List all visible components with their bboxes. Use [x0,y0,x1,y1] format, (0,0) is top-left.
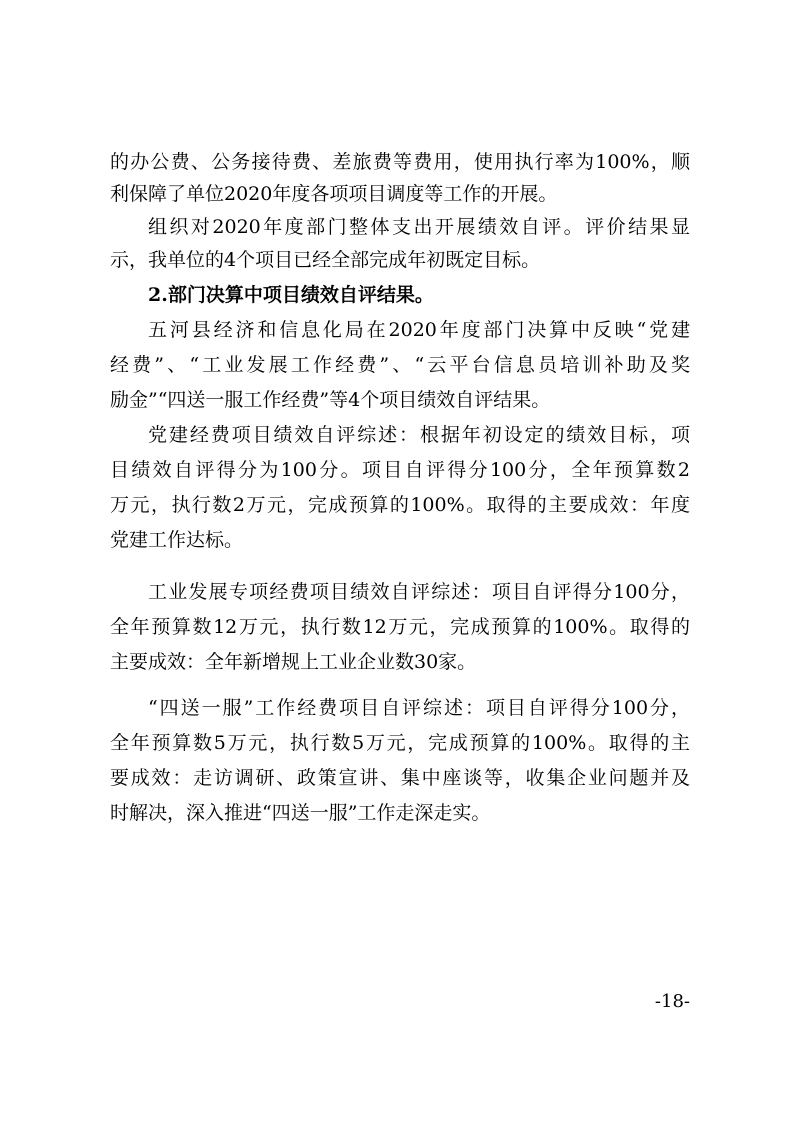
paragraph-line: 要成效：走访调研、政策宣讲、集中座谈等，收集企业问题并及 [110,767,690,789]
paragraph-line: “四送一服”工作经费项目自评综述：项目自评得分100分， [148,697,690,719]
paragraph-line: 的办公费、公务接待费、差旅费等费用，使用执行率为100%，顺 [110,151,690,173]
paragraph-line: 时解决，深入推进“四送一服”工作走深走实。 [110,802,491,824]
section-heading: 2.部门决算中项目绩效自评结果。 [148,284,434,306]
paragraph-line: 全年预算数5万元，执行数5万元，完成预算的100%。取得的主 [110,732,690,754]
paragraph-line: 党建经费项目绩效自评综述：根据年初设定的绩效目标，项 [148,424,690,446]
paragraph-line: 组织对2020年度部门整体支出开展绩效自评。评价结果显 [148,216,690,238]
paragraph-line: 励金”“四送一服工作经费”等4个项目绩效自评结果。 [110,389,551,411]
paragraph-line: 利保障了单位2020年度各项项目调度等工作的开展。 [110,183,558,205]
paragraph-line: 五河县经济和信息化局在2020年度部门决算中反映“党建 [148,319,690,341]
paragraph-line: 目绩效自评得分为100分。项目自评得分100分，全年预算数2 [110,459,690,481]
page-number: -18- [654,991,690,1012]
paragraph-line: 经费”、“工业发展工作经费”、“云平台信息员培训补助及奖 [110,354,690,376]
paragraph-line: 万元，执行数2万元，完成预算的100%。取得的主要成效：年度 [110,494,690,516]
paragraph-line: 全年预算数12万元，执行数12万元，完成预算的100%。取得的 [110,616,690,638]
paragraph-line: 工业发展专项经费项目绩效自评综述：项目自评得分100分， [148,581,690,603]
paragraph-line: 主要成效：全年新增规上工业企业数30家。 [110,651,477,673]
paragraph-line: 示，我单位的4个项目已经全部完成年初既定目标。 [110,249,541,271]
paragraph-line: 党建工作达标。 [110,529,244,551]
